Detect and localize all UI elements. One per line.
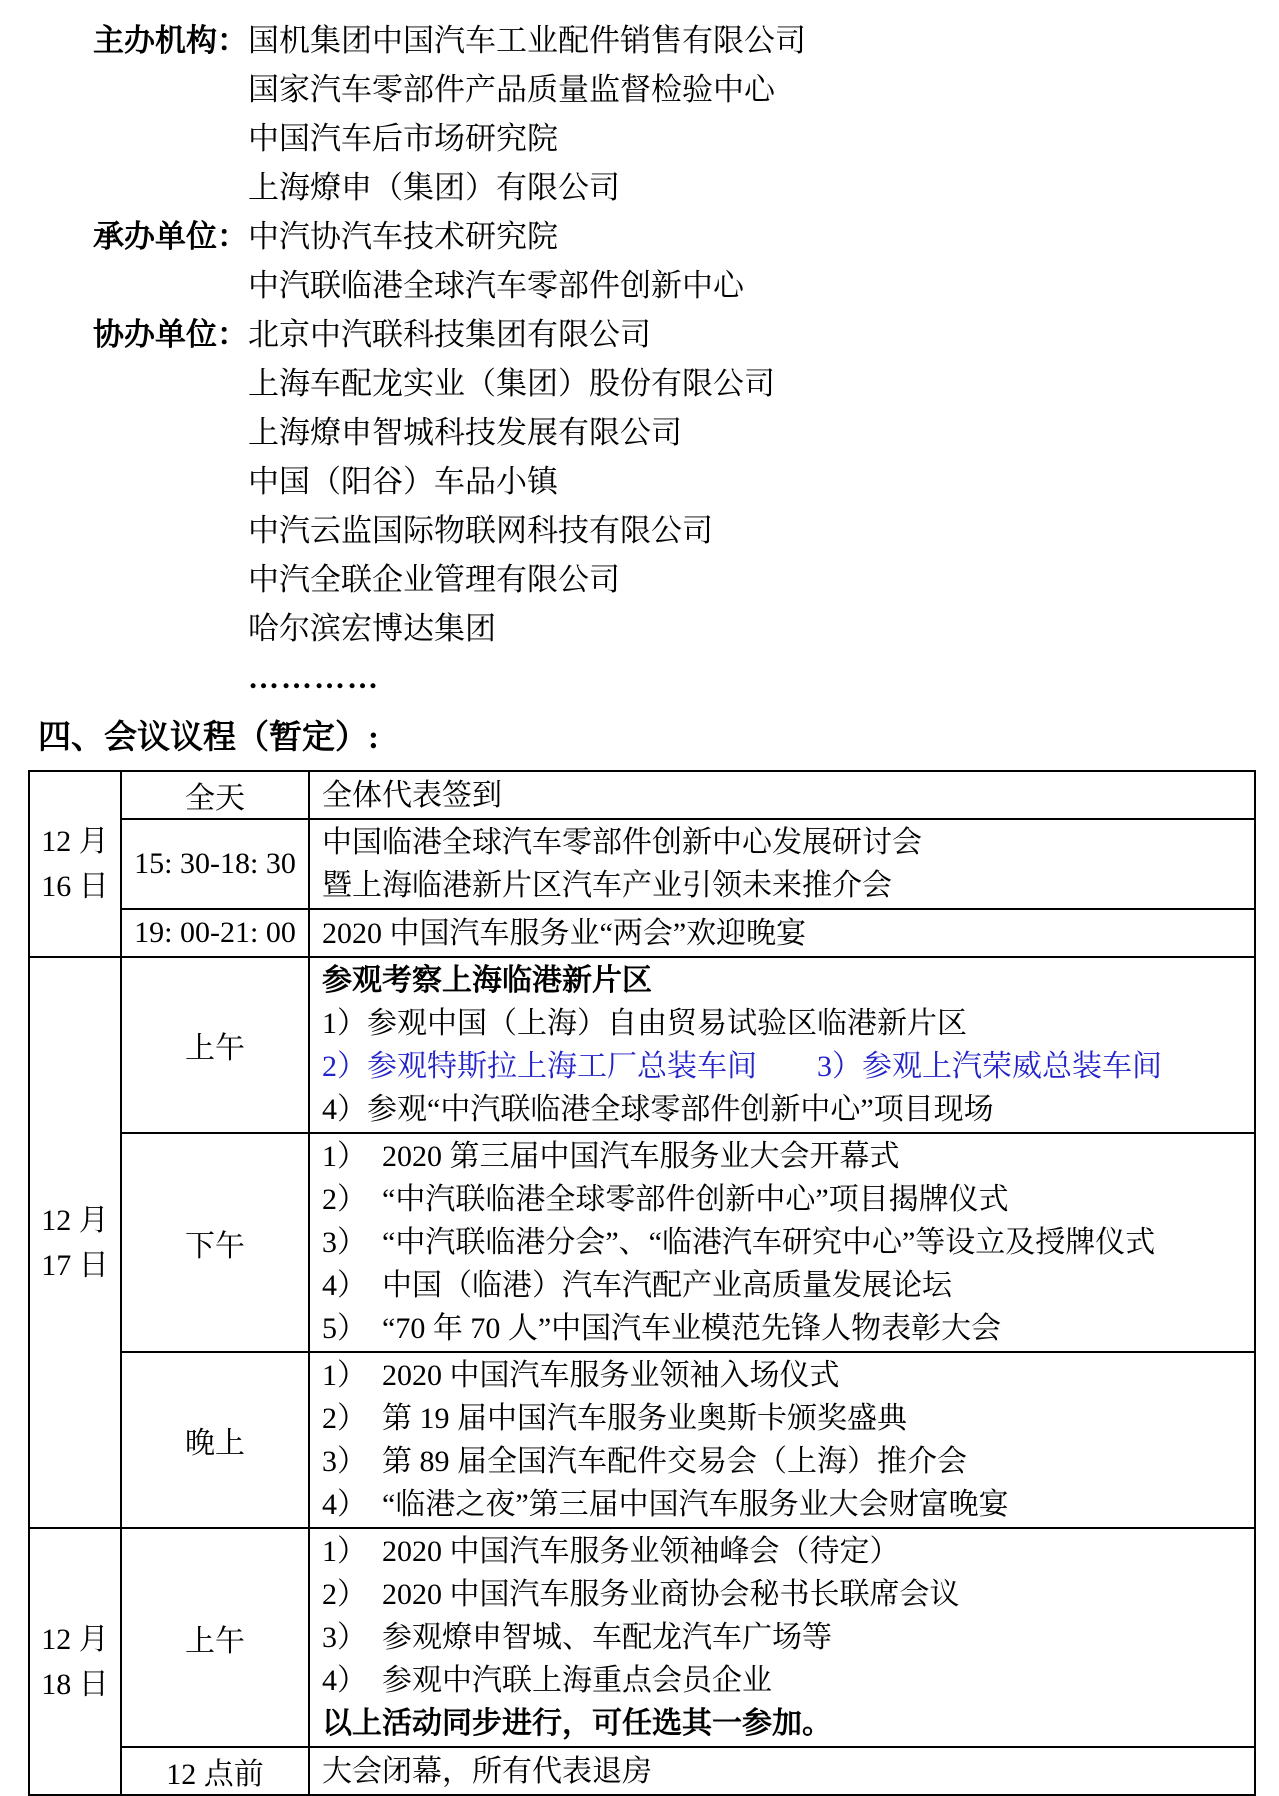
organizer-section-items <box>248 310 775 702</box>
agenda-content-cell <box>309 1352 1255 1528</box>
agenda-content-cell <box>309 1747 1255 1795</box>
agenda-content-cell <box>309 1133 1255 1352</box>
agenda-item-line: 2） 第 19 届中国汽车服务业奥斯卡颁奖盛典 <box>322 1402 907 1435</box>
agenda-content-cell <box>309 771 1255 819</box>
agenda-time-cell: 全天 <box>121 771 309 819</box>
agenda-date-text: 12 月 <box>41 1622 109 1656</box>
agenda-item-line: 以上活动同步进行，可任选其一参加。 <box>322 1707 832 1740</box>
agenda-item-line: 2） “中汽联临港全球零部件创新中心”项目揭牌仪式 <box>322 1183 1009 1216</box>
organization-name: 中汽联临港全球汽车零部件创新中心 <box>248 268 744 303</box>
organizer-section <box>93 310 1257 702</box>
organization-name: 上海燎申（集团）有限公司 <box>248 170 620 205</box>
organization-name: 北京中汽联科技集团有限公司 <box>248 317 651 352</box>
agenda-row <box>29 1747 1255 1795</box>
agenda-item-line: 5） “70 年 70 人”中国汽车业模范先锋人物表彰大会 <box>322 1312 1002 1345</box>
agenda-date-text: 17 日 <box>41 1248 109 1282</box>
agenda-date-cell <box>29 1528 121 1795</box>
agenda-row <box>29 957 1255 1133</box>
agenda-item-line: 1） 2020 中国汽车服务业领袖入场仪式 <box>322 1359 840 1392</box>
organizer-list <box>93 16 1257 702</box>
agenda-table <box>28 770 1256 1796</box>
organizer-section-items <box>248 212 744 310</box>
agenda-date-cell <box>29 771 121 957</box>
organization-name: 中汽云监国际物联网科技有限公司 <box>248 513 713 548</box>
agenda-item-line: 4） “临港之夜”第三届中国汽车服务业大会财富晚宴 <box>322 1488 1009 1521</box>
organization-name: 中国（阳谷）车品小镇 <box>248 464 558 499</box>
agenda-content-cell <box>309 1528 1255 1747</box>
agenda-date-text: 16 日 <box>41 870 109 903</box>
agenda-item-line: 2） 2020 中国汽车服务业商协会秘书长联席会议 <box>322 1578 960 1611</box>
organizer-section <box>93 212 1257 310</box>
agenda-time-cell: 上午 <box>121 957 309 1133</box>
agenda-time-cell: 上午 <box>121 1528 309 1747</box>
organization-name: 中汽全联企业管理有限公司 <box>248 562 620 597</box>
agenda-item-line: 暨上海临港新片区汽车产业引领未来推介会 <box>322 869 892 902</box>
organizer-section-label: 承办单位： <box>93 219 248 254</box>
agenda-item-line: 中国临港全球汽车零部件创新中心发展研讨会 <box>322 826 922 859</box>
agenda-item-line: 1） 2020 第三届中国汽车服务业大会开幕式 <box>322 1140 900 1173</box>
agenda-item-line: 2）参观特斯拉上海工厂总装车间 3）参观上汽荣威总装车间 <box>322 1050 1162 1083</box>
agenda-time-cell: 下午 <box>121 1133 309 1352</box>
agenda-content-cell <box>309 819 1255 909</box>
agenda-content-cell <box>309 957 1255 1133</box>
agenda-item-line: 3） “中汽联临港分会”、“临港汽车研究中心”等设立及授牌仪式 <box>322 1226 1156 1259</box>
agenda-item-line: 2020 中国汽车服务业“两会”欢迎晚宴 <box>322 916 807 950</box>
agenda-date-text: 12 月 <box>41 825 109 858</box>
section-heading: 四、会议议程（暂定）: <box>38 720 379 756</box>
agenda-time-cell: 19: 00-21: 00 <box>121 909 309 957</box>
organization-name: 中汽协汽车技术研究院 <box>248 219 558 254</box>
agenda-item-line: 全体代表签到 <box>322 778 502 812</box>
agenda-time-cell: 15: 30-18: 30 <box>121 819 309 909</box>
agenda-content-cell <box>309 909 1255 957</box>
agenda-row <box>29 1528 1255 1747</box>
organization-name: 中国汽车后市场研究院 <box>248 121 558 156</box>
agenda-item-line: 4）参观“中汽联临港全球零部件创新中心”项目现场 <box>322 1093 994 1126</box>
agenda-row <box>29 1133 1255 1352</box>
agenda-row <box>29 909 1255 957</box>
agenda-item-line: 4） 参观中汽联上海重点会员企业 <box>322 1664 772 1697</box>
agenda-item-line: 3） 第 89 届全国汽车配件交易会（上海）推介会 <box>322 1445 967 1478</box>
agenda-item-line: 1） 2020 中国汽车服务业领袖峰会（待定） <box>322 1535 900 1568</box>
agenda-time-cell: 12 点前 <box>121 1747 309 1795</box>
organizer-section-label: 主办机构： <box>93 23 248 58</box>
organizer-section-items <box>248 16 806 212</box>
agenda-date-cell <box>29 957 121 1528</box>
organization-name: 国家汽车零部件产品质量监督检验中心 <box>248 72 775 107</box>
agenda-item-line: 大会闭幕，所有代表退房 <box>322 1754 652 1788</box>
agenda-item-line: 1）参观中国（上海）自由贸易试验区临港新片区 <box>322 1007 967 1040</box>
agenda-row <box>29 771 1255 819</box>
agenda-item-line: 参观考察上海临港新片区 <box>322 964 652 997</box>
agenda-date-text: 18 日 <box>41 1667 109 1701</box>
agenda-date-text: 12 月 <box>41 1203 109 1237</box>
agenda-item-line: 3） 参观燎申智城、车配龙汽车广场等 <box>322 1621 832 1654</box>
organization-name: 国机集团中国汽车工业配件销售有限公司 <box>248 23 806 58</box>
agenda-row <box>29 819 1255 909</box>
organization-name: 上海车配龙实业（集团）股份有限公司 <box>248 366 775 401</box>
organizer-section-label: 协办单位： <box>93 317 248 352</box>
organization-name: 上海燎申智城科技发展有限公司 <box>248 415 682 450</box>
agenda-item-line: 4） 中国（临港）汽车汽配产业高质量发展论坛 <box>322 1269 952 1302</box>
organization-name: 哈尔滨宏博达集团 <box>248 611 496 646</box>
agenda-time-cell: 晚上 <box>121 1352 309 1528</box>
organizer-section <box>93 16 1257 212</box>
organization-name: ………… <box>248 660 380 695</box>
agenda-row <box>29 1352 1255 1528</box>
